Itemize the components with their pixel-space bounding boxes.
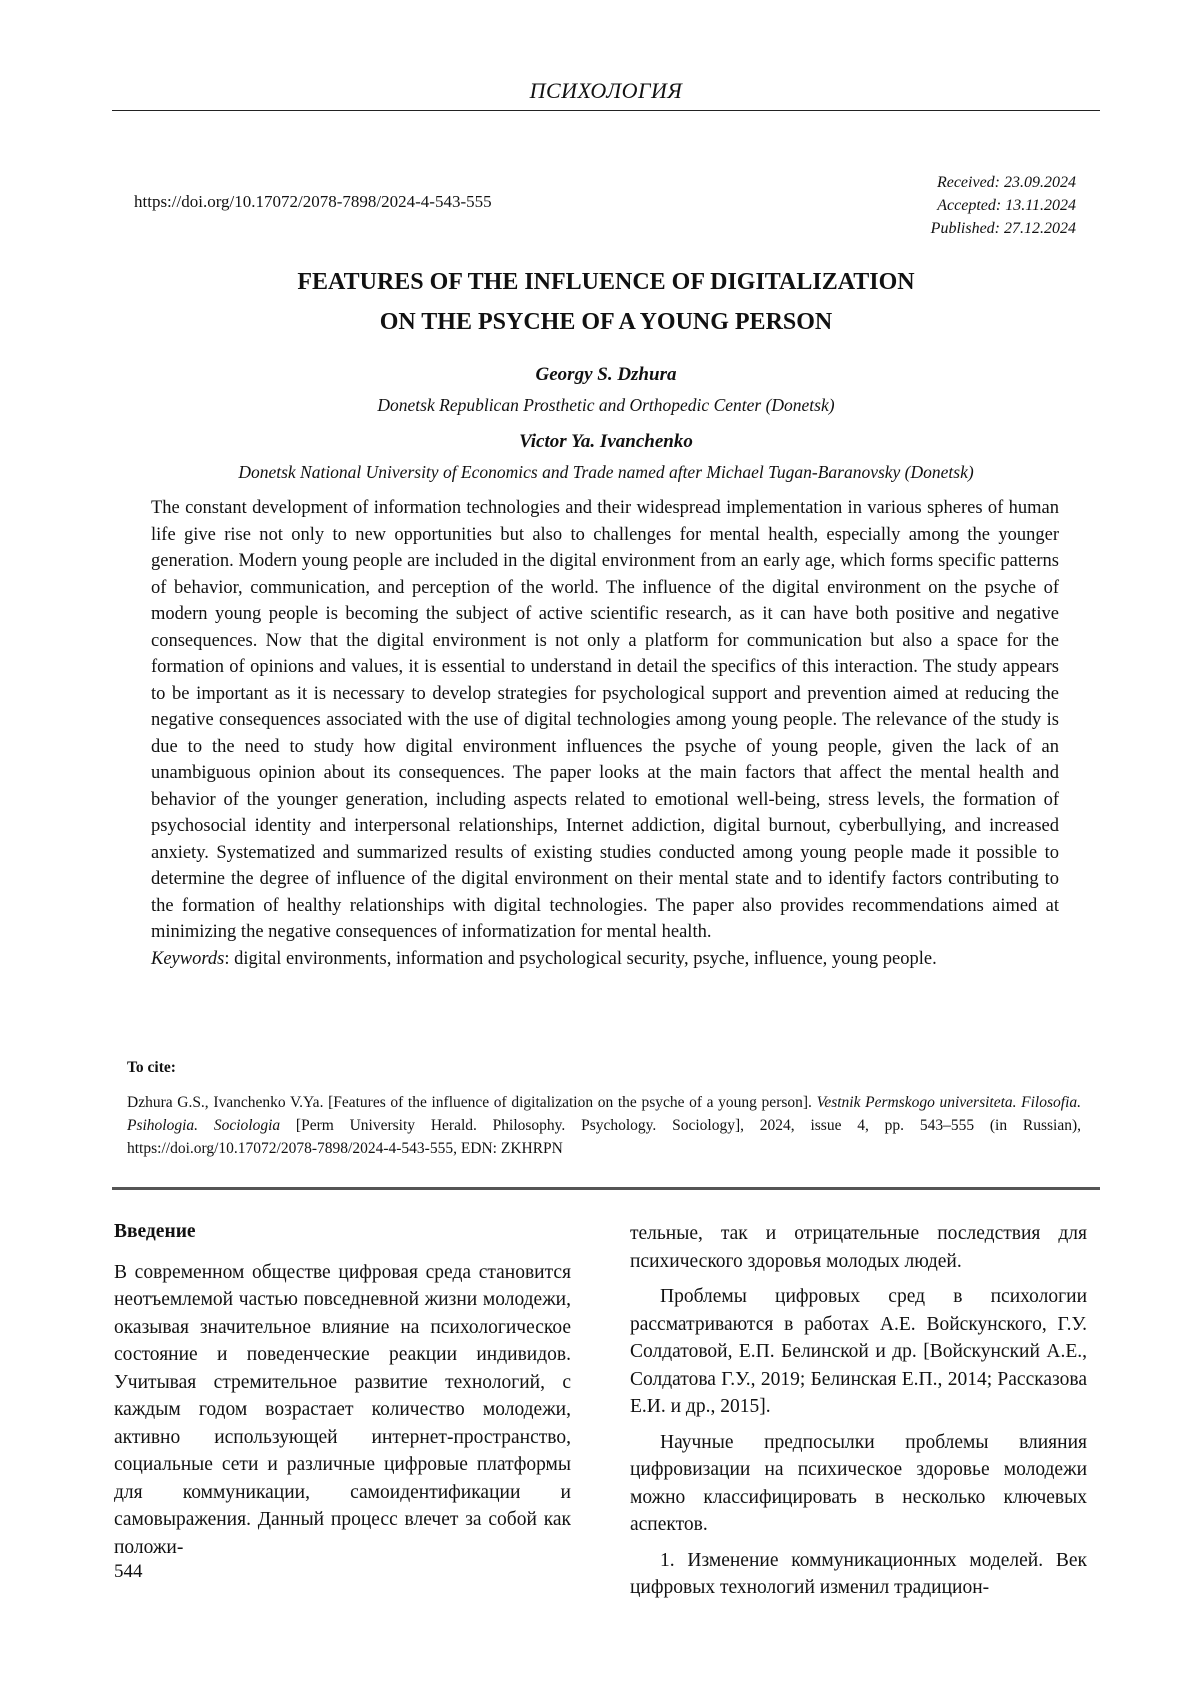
- intro-paragraph-3: Научные предпосылки проблемы влияния цифровизации на психическое здоровье молодежи можно классифицировать в несколько ключевых аспектов.: [630, 1429, 1087, 1539]
- abstract: [151, 495, 1059, 972]
- published-date: Published: 27.12.2024: [931, 217, 1076, 240]
- author-name-2: Victor Ya. Ivanchenko: [112, 431, 1100, 453]
- citation-text: [127, 1091, 1081, 1160]
- section-divider: [112, 1187, 1100, 1190]
- running-header: ПСИХОЛОГИЯ: [112, 78, 1100, 104]
- intro-paragraph-2: Проблемы цифровых сред в психологии рассматриваются в работах А.Е. Войскунского, Г.У. Солдатовой, Е.П. Белинской и др. [Войскунский А.Е., Солдатова Г.У., 2019; Белинская Е.П., 2014; Рассказова Е.И. и др., 2015].: [630, 1283, 1087, 1421]
- accepted-date: Accepted: 13.11.2024: [931, 194, 1076, 217]
- body-column-right: [630, 1220, 1087, 1602]
- page-number: 544: [114, 1561, 143, 1583]
- title-line-2: ON THE PSYCHE OF A YOUNG PERSON: [112, 302, 1100, 342]
- intro-paragraph-4: 1. Изменение коммуникационных моделей. Век цифровых технологий изменил традицион-: [630, 1547, 1087, 1602]
- doi-link[interactable]: https://doi.org/10.17072/2078-7898/2024-4-543-555: [134, 192, 492, 212]
- citation-details: [Perm University Herald. Philosophy. Psychology. Sociology], 2024, issue 4, pp. 543–555 (in Russian), https://doi.org/10.17072/2078-7898/2024-4-543-555, EDN: ZKHRPN: [127, 1117, 1081, 1157]
- title-line-1: FEATURES OF THE INFLUENCE OF DIGITALIZATION: [112, 262, 1100, 302]
- article-title: [112, 262, 1100, 342]
- received-date: Received: 23.09.2024: [931, 171, 1076, 194]
- citation-label: To cite:: [127, 1059, 176, 1077]
- author-affiliation-1: Donetsk Republican Prosthetic and Orthopedic Center (Donetsk): [112, 395, 1100, 416]
- intro-heading: Введение: [114, 1218, 571, 1246]
- citation-authors-title: Dzhura G.S., Ivanchenko V.Ya. [Features of the influence of digitalization on the psyche of a young person].: [127, 1094, 817, 1111]
- abstract-text: The constant development of information technologies and their widespread implementation in various spheres of human life give rise not only to new opportunities but also to challenges for mental health, especially among the younger generation. Modern young people are included in the digital environment from an early age, which forms specific patterns of behavior, communication, and perception of the world. The influence of the digital environment on the psyche of modern young people is becoming the subject of active scientific research, as it can have both positive and negative consequences. Now that the digital environment is not only a platform for communication but also a space for the formation of opinions and values, it is essential to understand in detail the specifics of this interaction. The study appears to be important as it is necessary to develop strategies for psychological support and prevention aimed at reducing the negative consequences associated with the use of digital technologies among young people. The relevance of the study is due to the need to study how digital environment influences the psyche of young people, given the lack of an unambiguous opinion about its consequences. The paper looks at the main factors that affect the mental health and behavior of the younger generation, including aspects related to emotional well-being, stress levels, the formation of psychosocial identity and interpersonal relationships, Internet addiction, digital burnout, cyberbullying, and increased anxiety. Systematized and summarized results of existing studies conducted among young people made it possible to determine the degree of influence of the digital environment on their mental state and to identify factors contributing to the formation of healthy relationships with digital technologies. The paper also provides recommendations aimed at minimizing the negative consequences of informatization for mental health.: [151, 498, 1059, 942]
- publication-dates: [931, 171, 1076, 240]
- keywords-list: : digital environments, information and psychological security, psyche, influence, young people.: [224, 949, 936, 969]
- intro-paragraph-1: В современном обществе цифровая среда становится неотъемлемой частью повседневной жизни молодежи, оказывая значительное влияние на психологическое состояние и поведенческие реакции индивидов. Учитывая стремительное развитие технологий, с каждым годом возрастает количество молодежи, активно использующей интернет-пространство, социальные сети и различные цифровые платформы для коммуникации, самоидентификации и самовыражения. Данный процесс влечет за собой как положи-: [114, 1259, 571, 1562]
- citation-journal: Vestnik Permskogo universiteta. Filosofia. Psihologia. Sociologia: [127, 1094, 1081, 1134]
- header-rule: [112, 110, 1100, 111]
- author-name-1: Georgy S. Dzhura: [112, 364, 1100, 386]
- body-column-left: [114, 1218, 571, 1561]
- author-affiliation-2: Donetsk National University of Economics and Trade named after Michael Tugan-Baranovsky (Donetsk): [112, 462, 1100, 483]
- intro-paragraph-1-continued: тельные, так и отрицательные последствия для психического здоровья молодых людей.: [630, 1220, 1087, 1275]
- keywords-label: Keywords: [151, 949, 224, 969]
